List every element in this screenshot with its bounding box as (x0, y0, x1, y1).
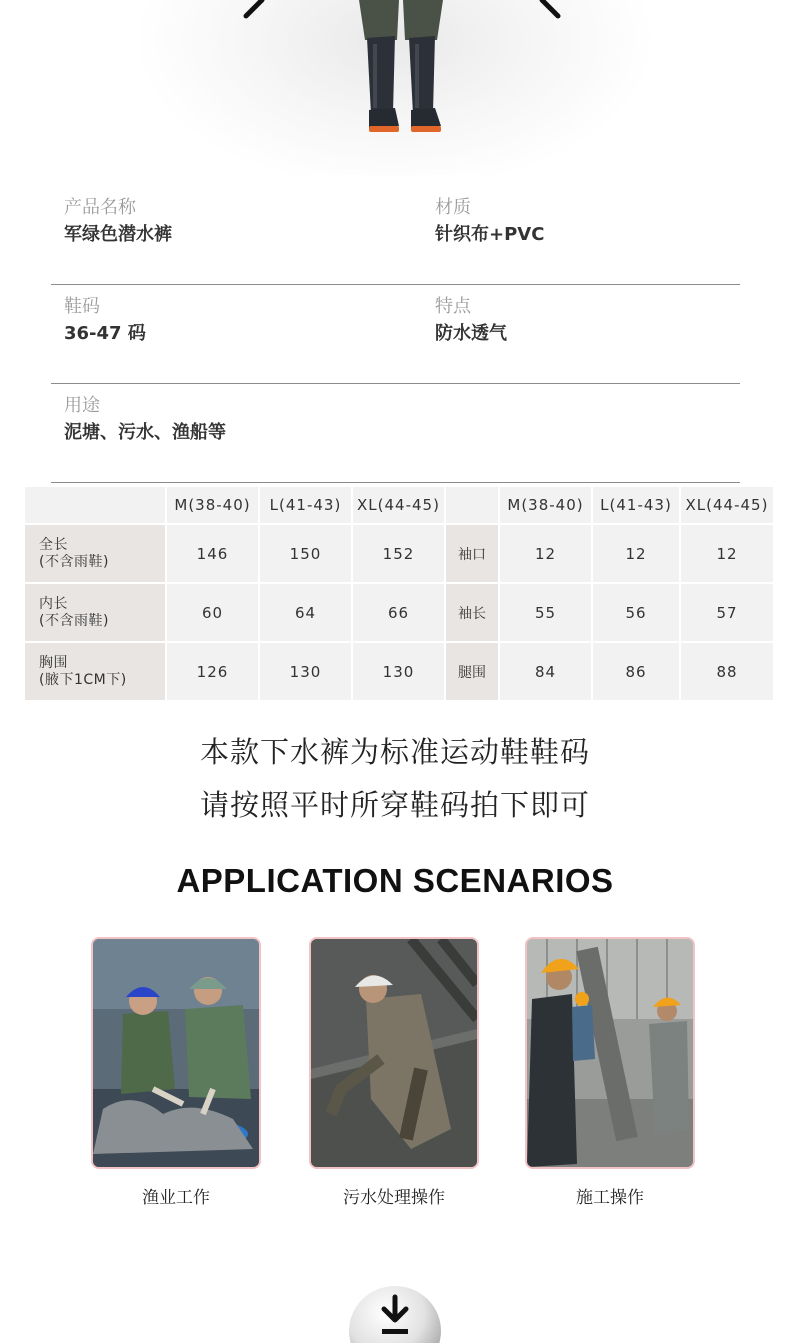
spec-label: 材质 (435, 197, 471, 218)
size-note-line-2: 请按照平时所穿鞋码拍下即可 (199, 788, 590, 822)
table-cell: 12 (681, 525, 773, 582)
row-label (25, 584, 165, 641)
table-cell: 64 (260, 584, 351, 641)
spec-value: 军绿色潜水裤 (64, 224, 172, 245)
table-cell: 56 (593, 584, 679, 641)
sewage-worker-photo (311, 939, 477, 1167)
row-label: 腿围 (446, 643, 498, 700)
scenario-fishing (91, 937, 261, 1208)
row-label: 袖长 (446, 584, 498, 641)
scenario-photo-frame (525, 937, 695, 1169)
spec-row (51, 384, 740, 483)
spec-feature (435, 295, 507, 349)
spec-label: 鞋码 (64, 296, 100, 317)
spec-label: 产品名称 (64, 197, 136, 218)
table-cell: 152 (353, 525, 444, 582)
product-hero (0, 0, 790, 175)
scenario-caption: 渔业工作 (142, 1188, 210, 1208)
table-row (25, 525, 773, 582)
scenario-caption: 施工操作 (576, 1188, 644, 1208)
table-cell: 60 (167, 584, 258, 641)
wader-boots-image (355, 0, 447, 136)
size-header: M(38-40) (167, 487, 258, 523)
spec-value: 针织布+PVC (435, 224, 545, 245)
row-label (25, 525, 165, 582)
scenario-photo-frame (309, 937, 479, 1169)
scenario-sewage (309, 937, 479, 1208)
table-corner (25, 487, 165, 523)
table-cell: 12 (500, 525, 591, 582)
spec-value: 防水透气 (435, 323, 507, 344)
spec-usage (64, 394, 226, 448)
download-arrow-icon[interactable] (348, 1285, 442, 1343)
size-note-line-1: 本款下水裤为标准运动鞋鞋码 (199, 735, 590, 769)
size-header: XL(44-45) (353, 487, 444, 523)
section-heading: APPLICATION SCENARIOS (176, 862, 614, 899)
table-cell: 57 (681, 584, 773, 641)
spec-row (51, 186, 740, 285)
size-header: M(38-40) (500, 487, 591, 523)
size-table-header (25, 487, 773, 523)
row-label-sub: (腋下1CM下) (39, 671, 127, 688)
spec-product-name (64, 196, 172, 250)
spec-value: 36-47 码 (64, 323, 146, 344)
spec-material (435, 196, 544, 250)
scenario-photo-frame (91, 937, 261, 1169)
spec-label: 特点 (435, 296, 471, 317)
row-label-sub: (不含雨鞋) (39, 553, 109, 570)
fishing-workers-photo (93, 939, 259, 1167)
row-label-main: 胸围 (39, 654, 68, 671)
table-cell: 146 (167, 525, 258, 582)
size-header: XL(44-45) (681, 487, 773, 523)
size-header: L(41-43) (593, 487, 679, 523)
spec-row (51, 285, 740, 384)
size-table (23, 485, 775, 702)
table-cell: 130 (260, 643, 351, 700)
table-cell: 84 (500, 643, 591, 700)
row-label-main: 全长 (39, 536, 68, 553)
table-corner (446, 487, 498, 523)
spec-value: 泥塘、污水、渔船等 (64, 422, 226, 443)
scenario-caption: 污水处理操作 (343, 1188, 445, 1208)
spec-shoe-size (64, 295, 146, 349)
row-label: 袖口 (446, 525, 498, 582)
scenario-construction (525, 937, 695, 1208)
table-cell: 126 (167, 643, 258, 700)
table-cell: 12 (593, 525, 679, 582)
construction-workers-photo (527, 939, 693, 1167)
chevron-right-icon[interactable] (538, 0, 564, 22)
table-cell: 130 (353, 643, 444, 700)
table-cell: 150 (260, 525, 351, 582)
table-cell: 55 (500, 584, 591, 641)
table-cell: 88 (681, 643, 773, 700)
row-label (25, 643, 165, 700)
table-cell: 86 (593, 643, 679, 700)
size-header: L(41-43) (260, 487, 351, 523)
row-label-main: 内长 (39, 595, 68, 612)
table-cell: 66 (353, 584, 444, 641)
row-label-sub: (不含雨鞋) (39, 612, 109, 629)
table-row (25, 584, 773, 641)
spec-label: 用途 (64, 395, 100, 416)
chevron-left-icon[interactable] (240, 0, 266, 22)
table-row (25, 643, 773, 700)
product-specs (51, 186, 740, 483)
